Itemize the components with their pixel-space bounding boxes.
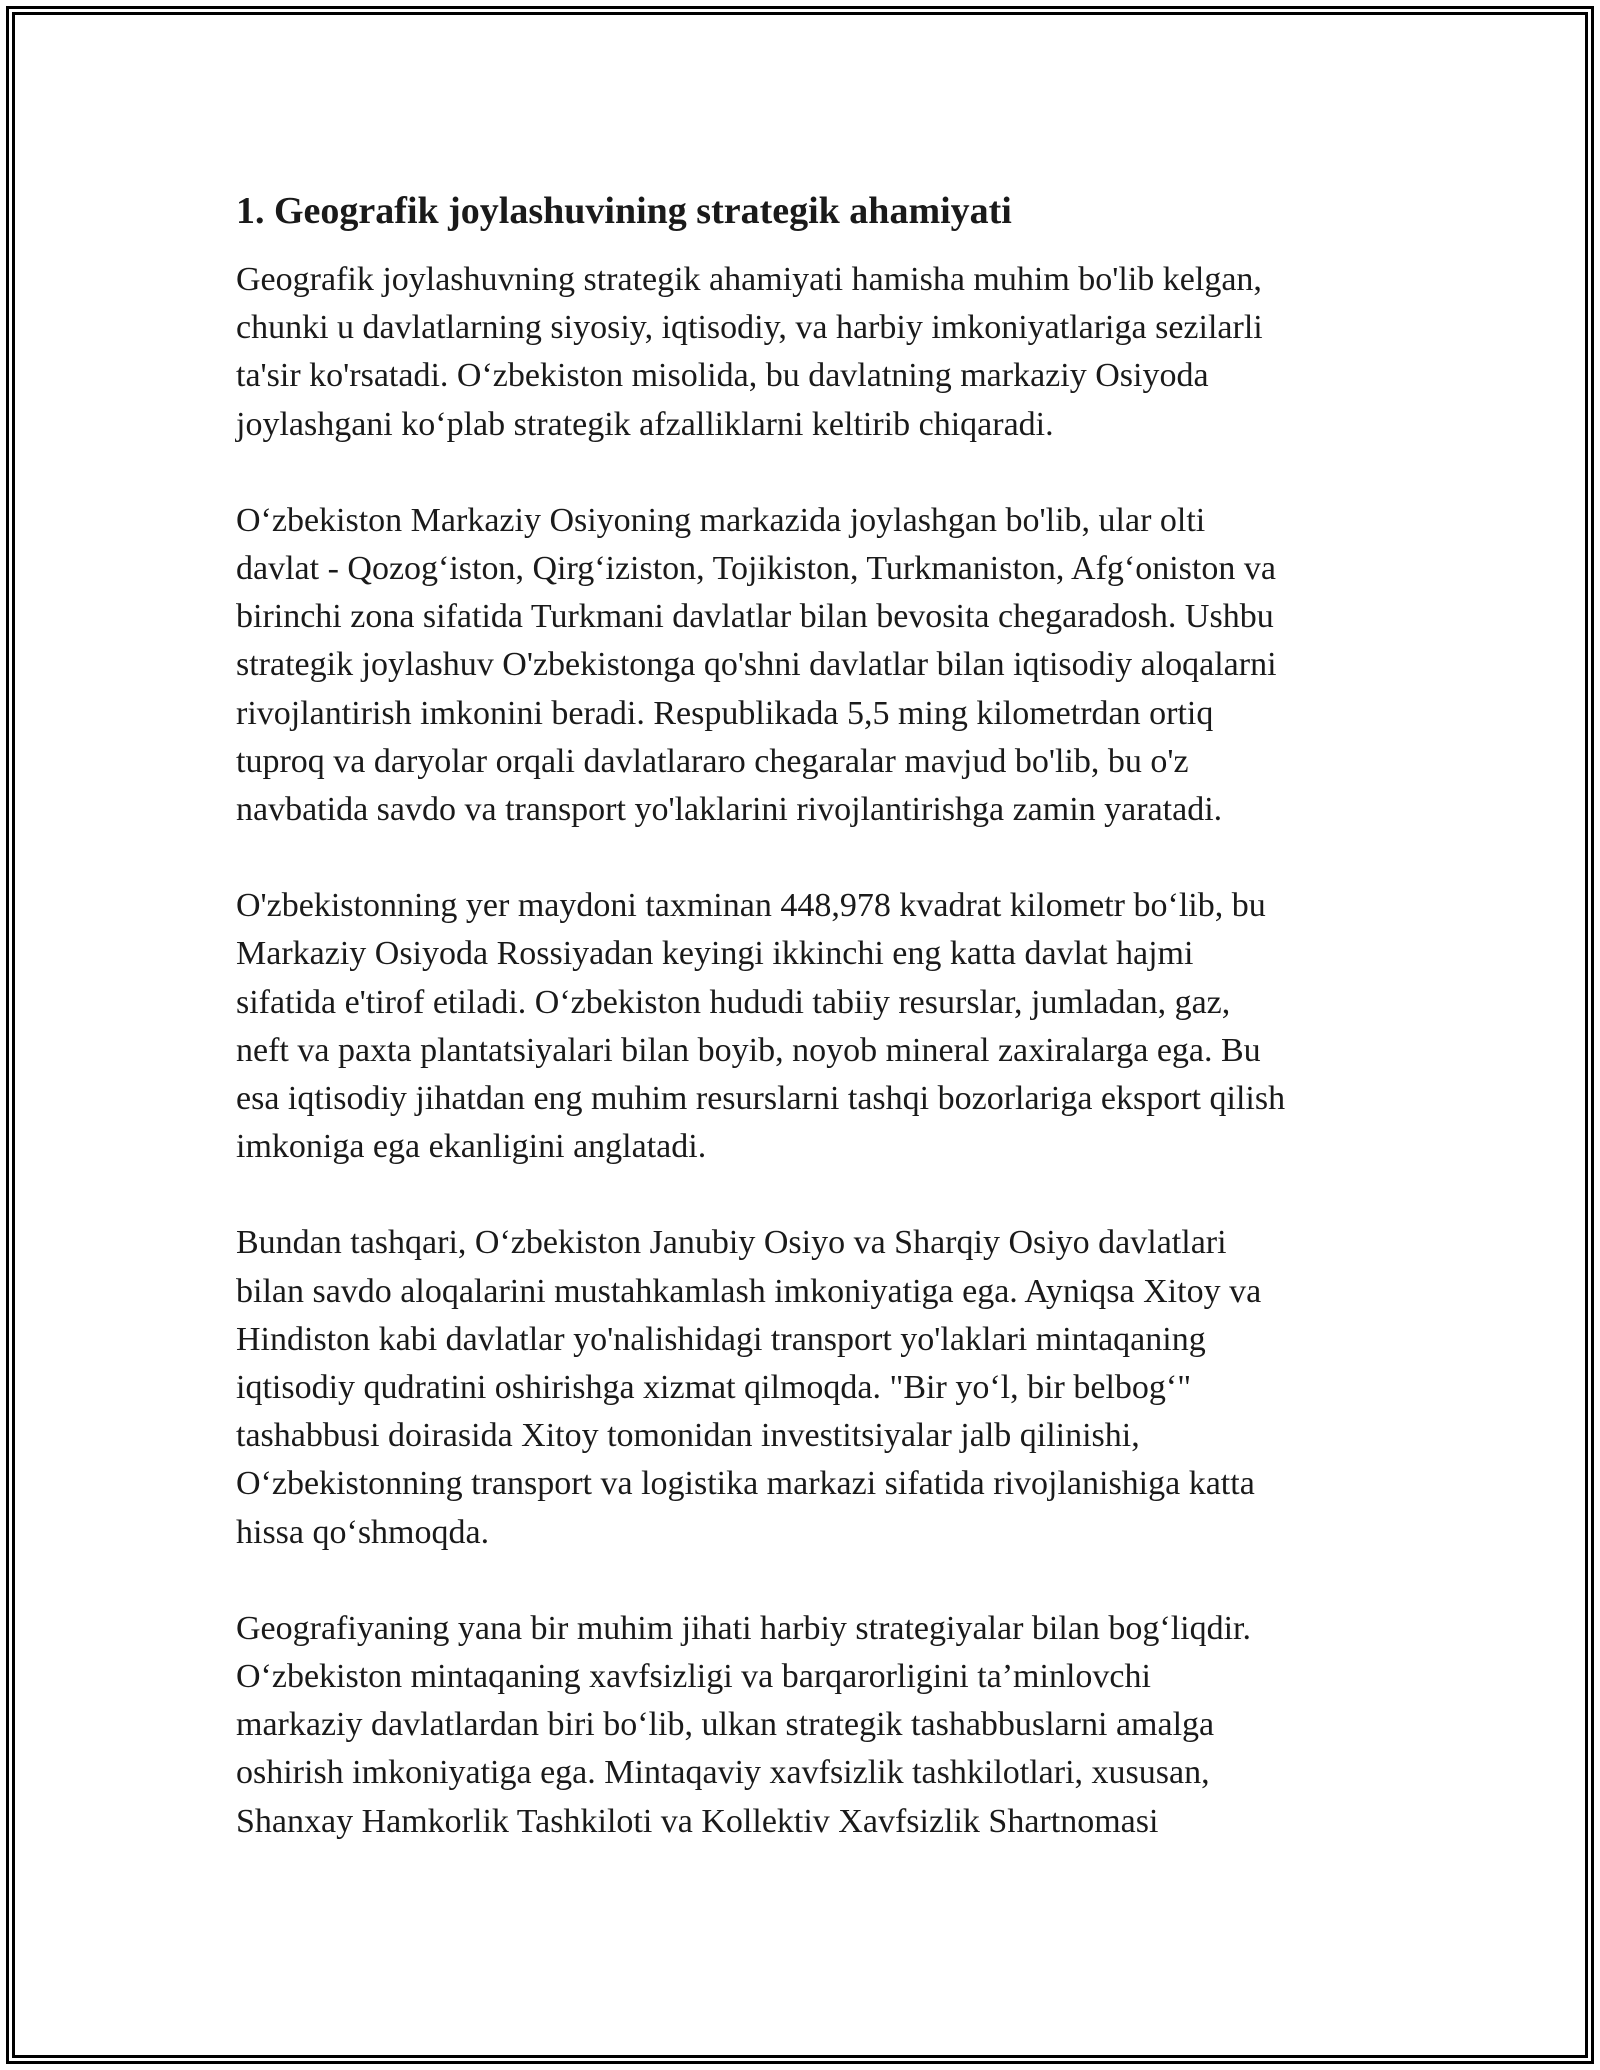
paragraph-line: tashabbusi doirasida Xitoy tomonidan investitsiyalar jalb qilinishi, [236, 1417, 1140, 1455]
paragraph-line: navbatida savdo va transport yo'laklarini rivojlantirishga zamin yaratadi. [236, 791, 1223, 829]
paragraph-line: Geografik joylashuvning strategik ahamiyati hamisha muhim bo'lib kelgan, [236, 261, 1262, 298]
paragraph-line: O‘zbekistonning transport va logistika markazi sifatida rivojlanishiga katta [236, 1465, 1255, 1503]
paragraph-line: iqtisodiy qudratini oshirishga xizmat qilmoqda. "Bir yo‘l, bir belbog‘" [236, 1369, 1192, 1407]
paragraph-line: O'zbekistonning yer maydoni taxminan 448,978 kvadrat kilometr bo‘lib, bu [236, 887, 1266, 925]
paragraph-line: hissa qo‘shmoqda. [236, 1513, 490, 1551]
paragraph-line: oshirish imkoniyatiga ega. Mintaqaviy xavfsizlik tashkilotlari, xususan, [236, 1754, 1210, 1792]
paragraph-line: Hindiston kabi davlatlar yo'nalishidagi transport yo'laklari mintaqaning [236, 1320, 1206, 1358]
paragraph-line: sifatida e'tirof etiladi. O‘zbekiston hududi tabiiy resurslar, jumladan, gaz, [236, 983, 1231, 1021]
document-body [236, 186, 1386, 1894]
paragraph-line: joylashgani ko‘plab strategik afzalliklarni keltirib chiqaradi. [236, 405, 1054, 443]
paragraph-line: strategik joylashuv O'zbekistonga qo'shni davlatlar bilan iqtisodiy aloqalarni [236, 646, 1277, 684]
section-heading: 1. Geografik joylashuvining strategik ahamiyati [236, 190, 1012, 232]
paragraph-line: davlat - Qozog‘iston, Qirg‘iziston, Tojikiston, Turkmaniston, Afg‘oniston va [236, 550, 1276, 588]
paragraph-line: Shanxay Hamkorlik Tashkiloti va Kollektiv Xavfsizlik Shartnomasi [236, 1802, 1159, 1840]
paragraph-line: Bundan tashqari, O‘zbekiston Janubiy Osiyo va Sharqiy Osiyo davlatlari [236, 1224, 1227, 1262]
paragraph-1 [236, 256, 1386, 449]
paragraph-line: neft va paxta plantatsiyalari bilan boyib, noyob mineral zaxiralarga ega. Bu [236, 1031, 1261, 1069]
paragraph-3 [236, 882, 1386, 1171]
paragraph-line: esa iqtisodiy jihatdan eng muhim resurslarni tashqi bozorlariga eksport qilish [236, 1080, 1286, 1118]
paragraph-line: ta'sir ko'rsatadi. O‘zbekiston misolida, bu davlatning markaziy Osiyoda [236, 357, 1209, 395]
paragraph-line: birinchi zona sifatida Turkmani davlatlar bilan bevosita chegaradosh. Ushbu [236, 598, 1274, 636]
paragraph-4 [236, 1219, 1386, 1556]
paragraph-2 [236, 497, 1386, 834]
paragraph-line: markaziy davlatlardan biri bo‘lib, ulkan strategik tashabbuslarni amalga [236, 1706, 1215, 1744]
paragraph-line: bilan savdo aloqalarini mustahkamlash imkoniyatiga ega. Ayniqsa Xitoy va [236, 1272, 1262, 1310]
paragraph-line: O‘zbekiston Markaziy Osiyoning markazida joylashgan bo'lib, ular olti [236, 501, 1206, 539]
paragraph-line: rivojlantirish imkonini beradi. Respublikada 5,5 ming kilometrdan ortiq [236, 694, 1214, 732]
paragraph-line: Markaziy Osiyoda Rossiyadan keyingi ikkinchi eng katta davlat hajmi [236, 935, 1194, 973]
paragraph-5 [236, 1605, 1386, 1846]
paragraph-line: Geografiyaning yana bir muhim jihati harbiy strategiyalar bilan bog‘liqdir. [236, 1609, 1252, 1647]
paragraph-line: tuproq va daryolar orqali davlatlararo chegaralar mavjud bo'lib, bu o'z [236, 742, 1189, 780]
paragraph-line: O‘zbekiston mintaqaning xavfsizligi va barqarorligini ta’minlovchi [236, 1658, 1151, 1696]
paragraph-line: imkoniga ega ekanligini anglatadi. [236, 1128, 707, 1166]
paragraph-line: chunki u davlatlarning siyosiy, iqtisodiy, va harbiy imkoniyatlariga sezilarli [236, 309, 1263, 347]
